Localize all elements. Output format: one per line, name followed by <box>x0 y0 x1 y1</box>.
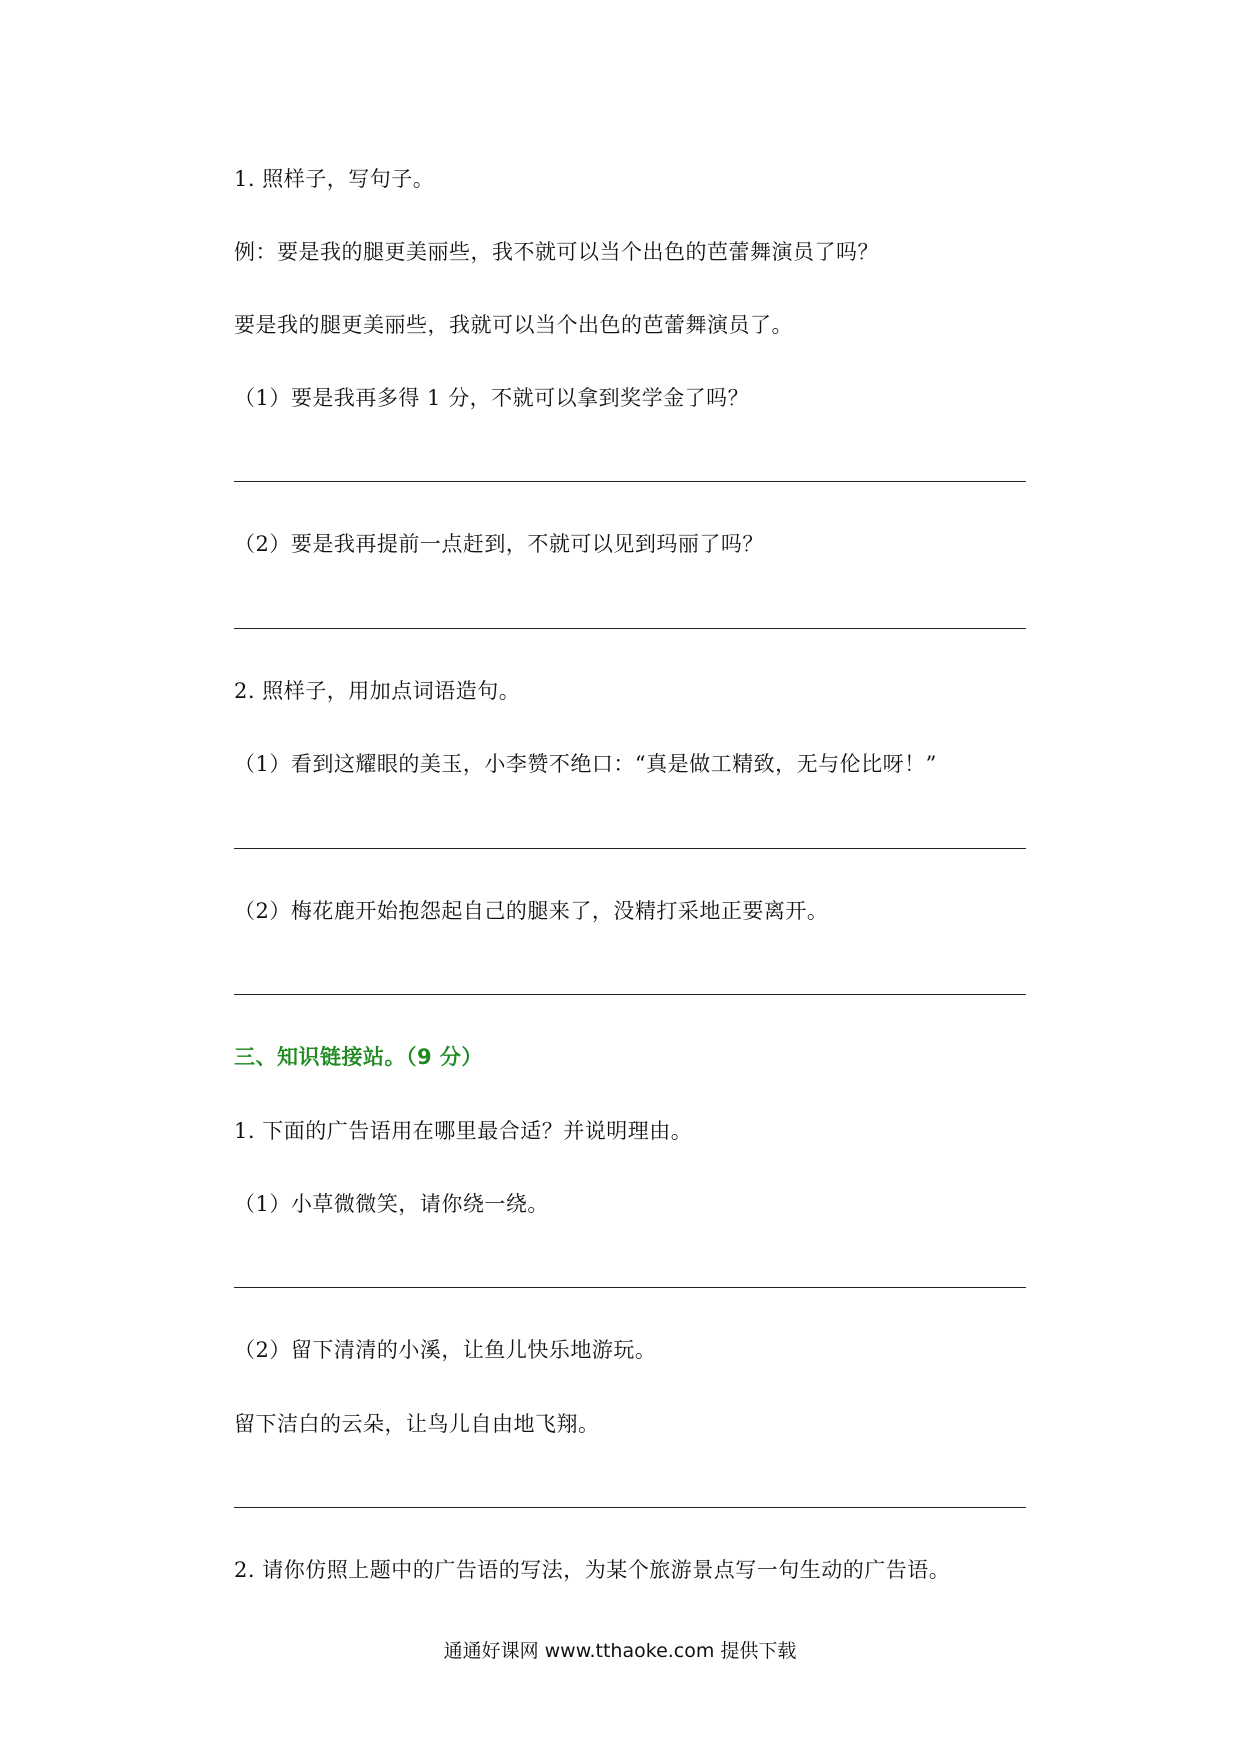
question-2-title: 2. 照样子，用加点词语造句。 <box>234 679 521 703</box>
question-1-item-2: （2）要是我再提前一点赶到，不就可以见到玛丽了吗？ <box>234 532 764 556</box>
question-1-item-1: （1）要是我再多得 1 分，不就可以拿到奖学金了吗？ <box>234 386 750 410</box>
answer-line-2[interactable] <box>234 628 1026 629</box>
question-2-item-2: （2）梅花鹿开始抱怨起自己的腿来了，没精打采地正要离开。 <box>234 899 829 923</box>
answer-line-4[interactable] <box>234 994 1026 995</box>
answer-line-6[interactable] <box>234 1507 1026 1508</box>
section-3-question-1-item-2: （2）留下清清的小溪，让鱼儿快乐地游玩。 <box>234 1338 657 1362</box>
section-3-question-1-item-2-line-2: 留下洁白的云朵，让鸟儿自由地飞翔。 <box>234 1412 600 1436</box>
answer-line-5[interactable] <box>234 1287 1026 1288</box>
question-2-item-1: （1）看到这耀眼的美玉，小李赞不绝口：“真是做工精致，无与伦比呀！” <box>234 752 937 776</box>
section-3-heading: 三、知识链接站。（9 分） <box>234 1045 483 1069</box>
answer-line-1[interactable] <box>234 481 1026 482</box>
answer-line-3[interactable] <box>234 848 1026 849</box>
section-3-question-2-title: 2. 请你仿照上题中的广告语的写法，为某个旅游景点写一句生动的广告语。 <box>234 1558 951 1582</box>
example-sentence: 例：要是我的腿更美丽些，我不就可以当个出色的芭蕾舞演员了吗？ <box>234 240 879 264</box>
section-3-question-1-item-1: （1）小草微微笑，请你绕一绕。 <box>234 1192 549 1216</box>
section-3-question-1-title: 1. 下面的广告语用在哪里最合适？并说明理由。 <box>234 1119 693 1143</box>
footer-download-notice: 通通好课网 www.tthaoke.com 提供下载 <box>443 1640 797 1662</box>
example-answer: 要是我的腿更美丽些，我就可以当个出色的芭蕾舞演员了。 <box>234 313 793 337</box>
question-1-title: 1. 照样子，写句子。 <box>234 167 435 191</box>
